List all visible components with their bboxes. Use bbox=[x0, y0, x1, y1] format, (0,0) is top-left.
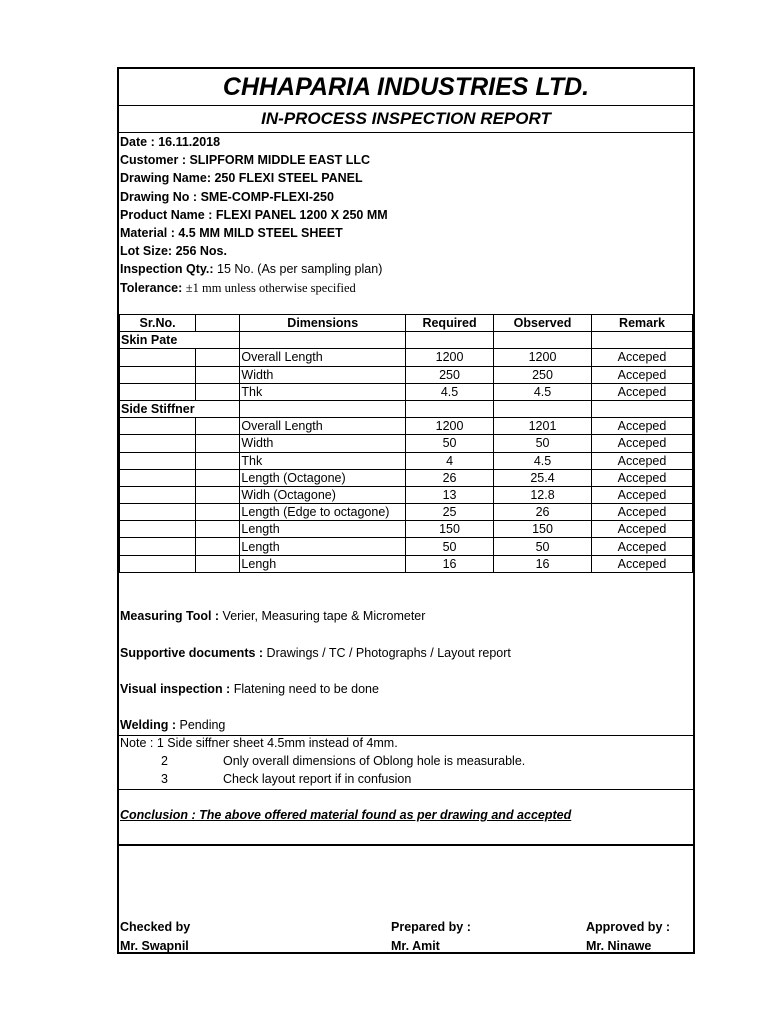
dimension-cell: Thk bbox=[240, 452, 406, 469]
conclusion: Conclusion : The above offered material found as per drawing and accepted bbox=[120, 808, 572, 822]
note-text-2: Only overall dimensions of Oblong hole is measurable. bbox=[223, 754, 526, 768]
dimension-cell: Length (Edge to octagone) bbox=[240, 504, 406, 521]
observed-cell: 50 bbox=[494, 435, 592, 452]
welding-line bbox=[120, 718, 225, 732]
visual-inspection-value: Flatening need to be done bbox=[233, 682, 379, 696]
table-row bbox=[120, 435, 693, 452]
customer-value: SLIPFORM MIDDLE EAST LLC bbox=[189, 153, 371, 168]
observed-cell: 1201 bbox=[494, 418, 592, 435]
prepared-by-block bbox=[391, 918, 471, 956]
tolerance-line bbox=[120, 279, 388, 297]
remark-cell: Acceped bbox=[591, 435, 692, 452]
dimension-cell: Width bbox=[240, 435, 406, 452]
table-row bbox=[120, 521, 693, 538]
measuring-tool-value: Verier, Measuring tape & Micrometer bbox=[222, 609, 426, 623]
drawing-no-label: Drawing No : bbox=[120, 189, 201, 204]
observed-cell: 12.8 bbox=[494, 486, 592, 503]
table-row bbox=[120, 383, 693, 400]
date-line bbox=[120, 133, 388, 151]
required-cell: 25 bbox=[406, 504, 494, 521]
observed-cell: 250 bbox=[494, 366, 592, 383]
checked-by-block bbox=[120, 918, 190, 956]
table-row bbox=[120, 469, 693, 486]
remark-cell: Acceped bbox=[591, 555, 692, 572]
prepared-by-name: Mr. Amit bbox=[391, 939, 440, 953]
note-number-3: 3 bbox=[161, 772, 168, 786]
lot-size-line bbox=[120, 242, 388, 260]
header-blank bbox=[196, 315, 240, 332]
supportive-docs-line bbox=[120, 646, 511, 660]
product-name-value: FLEXI PANEL 1200 X 250 MM bbox=[215, 207, 388, 222]
table-row bbox=[120, 538, 693, 555]
group-label-skin: Skin Pate bbox=[120, 332, 196, 349]
required-cell: 4.5 bbox=[406, 383, 494, 400]
required-cell: 1200 bbox=[406, 418, 494, 435]
drawing-no-line bbox=[120, 188, 388, 206]
table-row bbox=[120, 366, 693, 383]
dimension-cell: Lengh bbox=[240, 555, 406, 572]
group-row-stiffner bbox=[120, 400, 693, 417]
supportive-docs-label: Supportive documents : bbox=[120, 646, 267, 660]
remark-cell: Acceped bbox=[591, 452, 692, 469]
drawing-name-line bbox=[120, 169, 388, 187]
header-remark: Remark bbox=[591, 315, 692, 332]
company-name: CHHAPARIA INDUSTRIES LTD. bbox=[119, 69, 693, 106]
table-row bbox=[120, 504, 693, 521]
observed-cell: 150 bbox=[494, 521, 592, 538]
note-number-2: 2 bbox=[161, 754, 168, 768]
report-info bbox=[120, 133, 388, 297]
remark-cell: Acceped bbox=[591, 366, 692, 383]
header-sr-no: Sr.No. bbox=[120, 315, 196, 332]
welding-value: Pending bbox=[179, 718, 226, 732]
remark-cell: Acceped bbox=[591, 469, 692, 486]
dimension-cell: Length (Octagone) bbox=[240, 469, 406, 486]
prepared-by-label: Prepared by : bbox=[391, 920, 471, 934]
lot-size-label: Lot Size: bbox=[120, 244, 176, 259]
drawing-name-label: Drawing Name: bbox=[120, 171, 215, 186]
tolerance-label: Tolerance: bbox=[120, 280, 186, 295]
report-title: IN-PROCESS INSPECTION REPORT bbox=[119, 105, 693, 133]
visual-inspection-line bbox=[120, 682, 379, 696]
observed-cell: 4.5 bbox=[494, 452, 592, 469]
remark-cell: Acceped bbox=[591, 538, 692, 555]
product-name-line bbox=[120, 206, 388, 224]
required-cell: 50 bbox=[406, 538, 494, 555]
required-cell: 150 bbox=[406, 521, 494, 538]
remark-cell: Acceped bbox=[591, 486, 692, 503]
date-label: Date : bbox=[120, 135, 159, 149]
dimensions-table bbox=[119, 314, 693, 573]
customer-line bbox=[120, 151, 388, 169]
report-frame bbox=[117, 67, 695, 954]
observed-cell: 50 bbox=[494, 538, 592, 555]
measuring-tool-label: Measuring Tool : bbox=[120, 609, 223, 623]
checked-by-label: Checked by bbox=[120, 920, 191, 934]
approved-by-label: Approved by : bbox=[586, 920, 671, 934]
table-row bbox=[120, 418, 693, 435]
product-name-label: Product Name : bbox=[120, 207, 216, 222]
approved-by-name: Mr. Ninawe bbox=[586, 939, 652, 953]
material-value: 4.5 MM MILD STEEL SHEET bbox=[178, 226, 343, 241]
remark-cell: Acceped bbox=[591, 418, 692, 435]
observed-cell: 16 bbox=[494, 555, 592, 572]
required-cell: 1200 bbox=[406, 349, 494, 366]
supportive-docs-value: Drawings / TC / Photographs / Layout report bbox=[266, 646, 511, 660]
header-required: Required bbox=[406, 315, 494, 332]
drawing-name-value: 250 FLEXI STEEL PANEL bbox=[214, 171, 363, 186]
approved-by-block bbox=[586, 918, 670, 956]
remark-cell: Acceped bbox=[591, 349, 692, 366]
dimension-cell: Length bbox=[240, 538, 406, 555]
tolerance-value: ±1 mm unless otherwise specified bbox=[185, 280, 356, 295]
observed-cell: 4.5 bbox=[494, 383, 592, 400]
remark-cell: Acceped bbox=[591, 521, 692, 538]
table-header-row bbox=[120, 315, 693, 332]
measuring-tool-line bbox=[120, 609, 425, 623]
dimension-cell: Length bbox=[240, 521, 406, 538]
drawing-no-value: SME-COMP-FLEXI-250 bbox=[200, 189, 334, 204]
inspection-qty-value: 15 No. (As per sampling plan) bbox=[217, 262, 383, 277]
required-cell: 250 bbox=[406, 366, 494, 383]
welding-label: Welding : bbox=[120, 718, 180, 732]
required-cell: 50 bbox=[406, 435, 494, 452]
note-line-1: Note : 1 Side siffner sheet 4.5mm instead of 4mm. bbox=[120, 736, 398, 750]
date-value: 16.11.2018 bbox=[158, 135, 221, 149]
dimension-cell: Overall Length bbox=[240, 418, 406, 435]
inspection-qty-label: Inspection Qty.: bbox=[120, 262, 217, 277]
observed-cell: 1200 bbox=[494, 349, 592, 366]
required-cell: 13 bbox=[406, 486, 494, 503]
group-row-skin bbox=[120, 332, 693, 349]
remark-cell: Acceped bbox=[591, 383, 692, 400]
visual-inspection-label: Visual inspection : bbox=[120, 682, 234, 696]
material-line bbox=[120, 224, 388, 242]
table-row bbox=[120, 555, 693, 572]
divider bbox=[119, 844, 693, 846]
dimension-cell: Widh (Octagone) bbox=[240, 486, 406, 503]
header-dimensions: Dimensions bbox=[240, 315, 406, 332]
observed-cell: 26 bbox=[494, 504, 592, 521]
dimension-cell: Thk bbox=[240, 383, 406, 400]
required-cell: 26 bbox=[406, 469, 494, 486]
table-row bbox=[120, 486, 693, 503]
observed-cell: 25.4 bbox=[494, 469, 592, 486]
customer-label: Customer : bbox=[120, 153, 190, 168]
remark-cell: Acceped bbox=[591, 504, 692, 521]
group-label-stiffner: Side Stiffner bbox=[121, 402, 195, 417]
material-label: Material : bbox=[120, 226, 179, 241]
lot-size-value: 256 Nos. bbox=[175, 244, 227, 259]
table-row bbox=[120, 452, 693, 469]
inspection-qty-line bbox=[120, 260, 388, 278]
required-cell: 16 bbox=[406, 555, 494, 572]
note-text-3: Check layout report if in confusion bbox=[223, 772, 412, 786]
table-row bbox=[120, 349, 693, 366]
divider bbox=[119, 789, 693, 790]
checked-by-name: Mr. Swapnil bbox=[120, 939, 189, 953]
dimension-cell: Width bbox=[240, 366, 406, 383]
dimension-cell: Overall Length bbox=[240, 349, 406, 366]
required-cell: 4 bbox=[406, 452, 494, 469]
header-observed: Observed bbox=[494, 315, 592, 332]
